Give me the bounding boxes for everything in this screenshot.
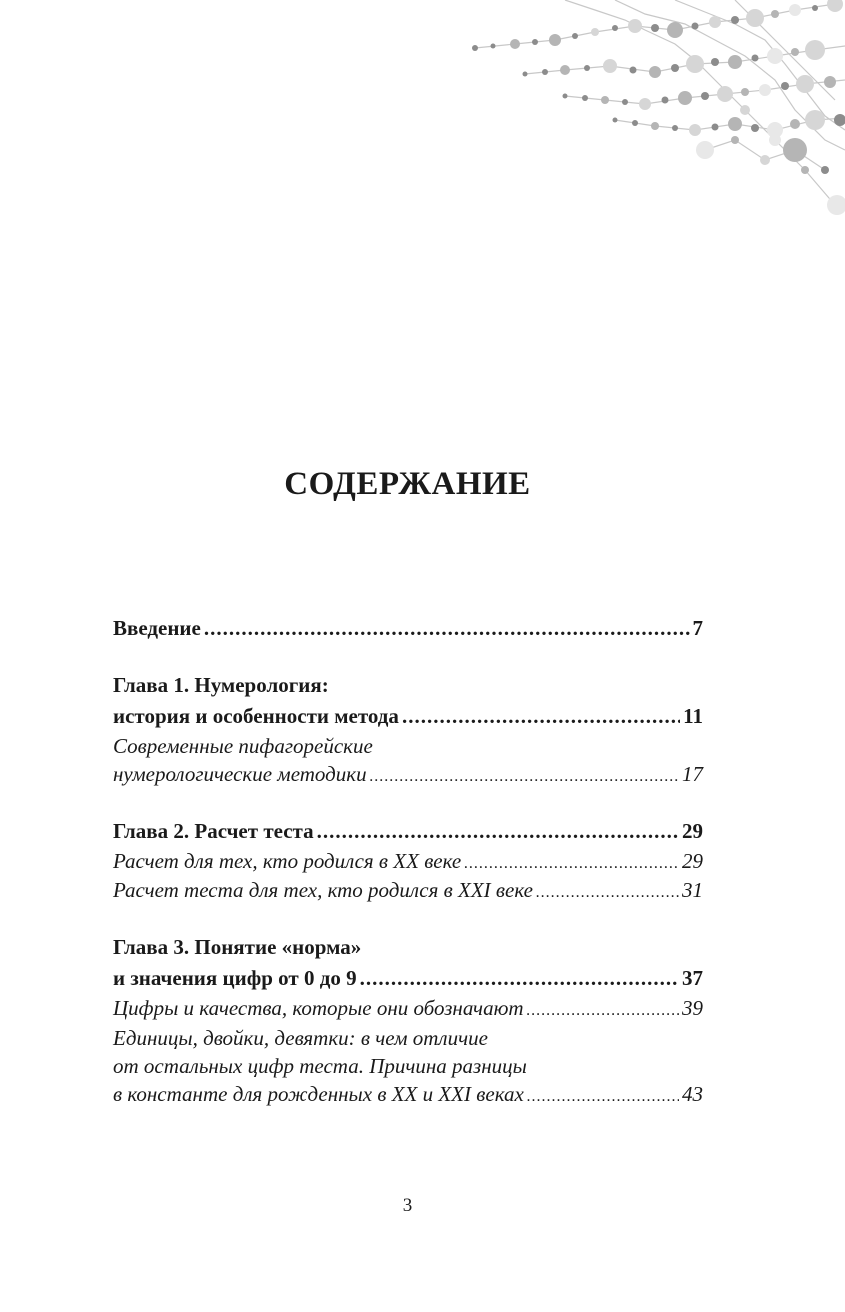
toc-subentry-page: 29 — [682, 849, 703, 873]
toc-entry — [113, 819, 703, 844]
toc-entry-label-line2: история и особенности метода — [113, 704, 399, 728]
toc-subentry-label-line1: Современные пифагорейские — [113, 734, 373, 758]
toc-subentry-label-line2: от остальных цифр теста. Причина разницы — [113, 1054, 527, 1078]
toc-entry-page: 29 — [682, 819, 703, 843]
toc-entry-label-line2: и значения цифр от 0 до 9 — [113, 966, 357, 990]
dot-leader — [370, 762, 679, 787]
toc-subentry-label-line2: нумерологические методики — [113, 762, 367, 786]
dot-leader — [536, 878, 679, 903]
toc-entry-label: Введение — [113, 616, 201, 640]
dot-leader — [204, 616, 690, 641]
toc-entry-label-line1: Глава 3. Понятие «норма» — [113, 935, 362, 959]
toc-entry-label: Глава 2. Расчет теста — [113, 819, 314, 843]
page-title: СОДЕРЖАНИЕ — [284, 466, 531, 502]
toc-entry-page: 11 — [683, 704, 703, 728]
dot-leader — [402, 704, 680, 729]
toc-entry-label-line1: Глава 1. Нумерология: — [113, 673, 329, 697]
toc-subentry-page: 17 — [682, 762, 703, 786]
toc-entry-page: 37 — [682, 966, 703, 990]
toc-subentry-page: 31 — [682, 878, 703, 902]
molecule-network-icon — [445, 0, 845, 230]
page-number: 3 — [402, 1195, 413, 1216]
dot-leader — [317, 819, 679, 844]
toc-subentry-label: Цифры и качества, которые они обозначают — [113, 996, 524, 1020]
toc-entry-page: 7 — [692, 616, 703, 640]
toc-subentry-page: 43 — [682, 1082, 703, 1106]
toc-subentry — [113, 1082, 703, 1107]
dot-leader — [464, 849, 679, 874]
toc-subentry-label-line3: в константе для рожденных в XX и XXI веках — [113, 1082, 524, 1106]
toc-entry — [113, 966, 703, 991]
toc-subentry — [113, 849, 703, 874]
toc-subentry — [113, 878, 703, 903]
toc-entry — [113, 704, 703, 729]
toc-subentry-label-line1: Единицы, двойки, девятки: в чем отличие — [113, 1026, 488, 1050]
toc-subentry — [113, 762, 703, 787]
toc-subentry-page: 39 — [682, 996, 703, 1020]
toc-subentry — [113, 996, 703, 1021]
toc-entry — [113, 616, 703, 641]
dot-leader — [360, 966, 679, 991]
toc-subentry-label: Расчет для тех, кто родился в XX веке — [113, 849, 462, 873]
dot-leader — [527, 1082, 679, 1107]
toc-subentry-label: Расчет теста для тех, кто родился в XXI веке — [113, 878, 533, 902]
dot-leader — [527, 996, 679, 1021]
